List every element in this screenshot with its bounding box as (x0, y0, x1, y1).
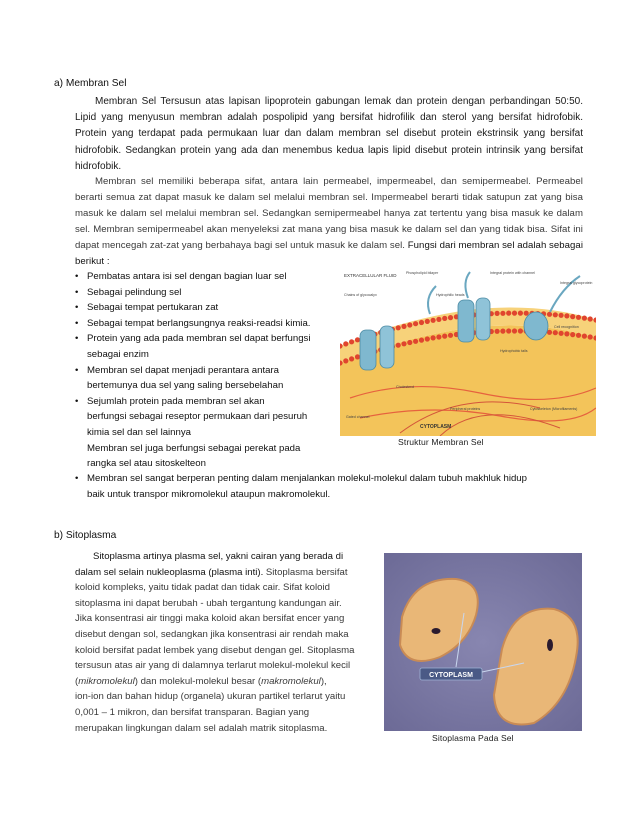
phospholipid-head (553, 312, 558, 317)
phospholipid-head (576, 333, 581, 338)
phospholipid-head (564, 313, 569, 318)
phospholipid-head (559, 313, 564, 318)
phospholipid-head (506, 311, 511, 316)
phospholipid-head (425, 336, 430, 341)
label-cytoplasm: CYTOPLASM (420, 424, 452, 430)
label-glycoprotein: Integral glycoprotein (560, 281, 593, 285)
paragraph-membran-structure-text: Membran Sel Tersusun atas lapisan lipoprotein gabungan lemak dan protein dengan perbandingan 50:50. Lipid yang menyusun membran adalah pospolipid yang bersifat hidrofilik dan sterol yang bersifat hidrofobik. Protein yang terdapat pada permukaan luar dan dalam membran sel disebut protein ekstrinsik yang bersifat hidrofobik. Sedangkan protein yang ada dan menembus kedua lapis lipid disebut protein intrinsik yang bersifat hidrofobik. (75, 96, 583, 172)
sito-line: 0,001 – 1 mikron, dan bersifat transparan. Bagian yang (75, 706, 310, 718)
label-cytoskeleton: Cytoskeleton (Microfilaments) (530, 407, 578, 411)
peripheral-protein-right (524, 312, 548, 340)
heading-sitoplasma: b) Sitoplasma (54, 530, 117, 541)
phospholipid-head (349, 356, 354, 361)
nucleus-right (547, 639, 553, 651)
membran-functions-list (75, 269, 345, 472)
list-item: • Sebagai tempat pertukaran zat (75, 300, 345, 316)
cytoplasm-figure-caption: Sitoplasma Pada Sel (432, 733, 514, 743)
sito-line: sitoplasma ini dapat berubah - ubah tergantung kandungan air. (75, 597, 342, 609)
phospholipid-head (413, 339, 418, 344)
paragraph-sitoplasma (75, 549, 375, 736)
phospholipid-head (396, 325, 401, 330)
phospholipid-head (564, 331, 569, 336)
phospholipid-head (407, 340, 412, 345)
phospholipid-head (582, 316, 587, 321)
list-item: • Protein yang ada pada membran sel dapat berfungsi (75, 331, 345, 347)
channel-protein-left-2 (380, 326, 394, 368)
phospholipid-head (518, 311, 523, 316)
membran-functions-list-end (75, 471, 595, 502)
paragraph-membran-properties (75, 174, 583, 271)
phospholipid-head (407, 322, 412, 327)
list-item-continuation: bertemunya dua sel yang saling bersebelahan (87, 380, 284, 392)
list-item: • Pembatas antara isi sel dengan bagian luar sel (75, 269, 345, 285)
sito-line: ion-ion dan bahan hidup (organela) ukuran partikel terlarut yaitu (75, 691, 346, 703)
membrane-figure-caption: Struktur Membran Sel (398, 437, 484, 447)
phospholipid-head (500, 329, 505, 334)
phospholipid-head (553, 330, 558, 335)
label-gated: Gated channel (346, 415, 370, 419)
phospholipid-head (425, 319, 430, 324)
label-peripheral: Peripheral proteins (450, 407, 481, 411)
phospholipid-head (431, 318, 436, 323)
phospholipid-head (413, 321, 418, 326)
phospholipid-head (401, 324, 406, 329)
cytoplasm-label: CYTOPLASM (429, 672, 473, 679)
list-item-continuation: Membran sel juga berfungsi sebagai perekat pada (87, 442, 301, 454)
sito-line-part: Sitoplasma bersifat (263, 566, 348, 578)
function-intro: Fungsi dari membran sel adalah sebagai berikut : (75, 240, 584, 268)
paragraph-membran-structure (75, 94, 583, 175)
phospholipid-head (355, 337, 360, 342)
phospholipid-head (582, 334, 587, 339)
phospholipid-head (506, 328, 511, 333)
phospholipid-head (495, 311, 500, 316)
label-integral: Integral protein with channel (490, 271, 535, 275)
phospholipid-head (512, 328, 517, 333)
phospholipid-head (442, 334, 447, 339)
sito-line: Sitoplasma artinya plasma sel, yakni cairan yang berada di (93, 551, 344, 562)
sito-italic: makromolekul (261, 675, 321, 687)
list-item: • Sebagai tempat berlangsungnya reaksi-readsi kimia. (75, 316, 345, 332)
integral-protein-center (458, 300, 474, 342)
label-cell-recognition: Cell recognition (554, 325, 579, 329)
label-chains: Chains of glycocalyx (344, 293, 377, 297)
phospholipid-head (547, 312, 552, 317)
list-item-continuation: berfungsi sebagai reseptor permukaan dari pesuruh (87, 411, 308, 423)
list-item: • Membran sel dapat menjadi perantara antara (75, 363, 345, 379)
sito-line: Jika konsentrasi air tinggi maka koloid akan bersifat encer yang (75, 613, 345, 625)
phospholipid-head (588, 334, 593, 339)
phospholipid-head (419, 320, 424, 325)
phospholipid-head (436, 317, 441, 322)
label-hydrophobic: Hydrophobic tails (500, 349, 528, 353)
channel-protein-left (360, 330, 376, 370)
phospholipid-head (442, 316, 447, 321)
phospholipid-head (448, 315, 453, 320)
phospholipid-head (512, 311, 517, 316)
cytoplasm-micrograph (384, 553, 582, 731)
label-phospholipid: Phospholipid bilayer (406, 271, 439, 275)
phospholipid-head (495, 329, 500, 334)
phospholipid-head (343, 341, 348, 346)
phospholipid-head (588, 316, 593, 321)
sito-italic: mikromolekul (78, 675, 135, 687)
list-item-continuation: rangka sel atau sitoskelteon (87, 458, 206, 470)
sito-line-part: ) dan molekul-molekul besar ( (134, 675, 262, 687)
sito-line: koloid kompleks, yaitu tidak padat dan tidak cair. Sifat koloid (75, 582, 330, 594)
membrane-structure-figure (340, 268, 596, 436)
sito-line (75, 674, 375, 690)
list-item: • Membran sel sangat berperan penting dalam menjalankan molekul-molekul dalam tubuh makhluk hidup (75, 471, 595, 487)
integral-protein-center-2 (476, 298, 490, 340)
sito-line (75, 565, 375, 581)
phospholipid-head (559, 331, 564, 336)
sito-line: tersusun atas air yang di dalamnya terlarut molekul-molekul kecil (75, 660, 351, 672)
membrane-diagram (340, 268, 596, 436)
phospholipid-head (401, 341, 406, 346)
label-extracellular: EXTRACELLULAR FLUID (344, 273, 397, 278)
list-item-continuation: kimia sel dan sel lainnya (87, 426, 191, 438)
list-item: • Sebagai pelindung sel (75, 285, 345, 301)
sito-line-part: ), (320, 675, 327, 687)
sito-line-part: dalam sel selain nukleoplasma (plasma inti). (75, 566, 264, 578)
phospholipid-head (431, 335, 436, 340)
nucleus-left (432, 628, 441, 634)
list-item-continuation: baik untuk transpor mikromolekul ataupun makromolekul. (87, 488, 331, 500)
heading-membran-sel: a) Membran Sel (54, 78, 127, 89)
sito-line-part: ( (75, 675, 79, 687)
cytoplasm-image (384, 553, 582, 731)
sito-line: merupakan lingkungan dalam sel adalah matrik sitoplasma. (75, 722, 328, 734)
label-cholesterol: Cholesterol (396, 385, 415, 389)
phospholipid-head (570, 314, 575, 319)
sito-line: koloid bersifat padat lembek yang disebut dengan gel. Sitoplasma (75, 644, 355, 656)
phospholipid-head (570, 332, 575, 337)
paragraph-membran-properties-text: Membran sel memiliki beberapa sifat, antara lain permeabel, impermeabel, dan semipermeabel. Permeabel berarti semua zat dapat masuk ke dalam sel melalui membran sel. Impermeabel berarti tidak satupun zat yang bisa masuk ke dalam sel melalui membran sel. Sedangkan semipermeabel hanya zat tertentu yang bisa masuk ke dalam sel. Membran semipermeabel akan menyeleksi zat mana yang bisa masuk ke dalam sel dan yang tidak bisa. Sifat ini dapat mencegah zat-zat yang berbahaya bagi sel untuk masuk ke dalam sel. (75, 176, 583, 252)
phospholipid-head (419, 338, 424, 343)
phospholipid-head (576, 315, 581, 320)
phospholipid-head (500, 311, 505, 316)
phospholipid-head (436, 334, 441, 339)
phospholipid-head (518, 328, 523, 333)
list-item: • Sejumlah protein pada membran sel akan (75, 394, 345, 410)
phospholipid-head (349, 339, 354, 344)
phospholipid-head (355, 354, 360, 359)
sito-line: disebut dengan sol, sedangkan jika konsentrasi air rendah maka (75, 628, 349, 640)
phospholipid-head (343, 358, 348, 363)
label-hydrophilic: Hydrophilic heads (436, 293, 465, 297)
list-item-continuation: sebagai enzim (87, 348, 149, 360)
phospholipid-head (448, 333, 453, 338)
phospholipid-head (396, 343, 401, 348)
